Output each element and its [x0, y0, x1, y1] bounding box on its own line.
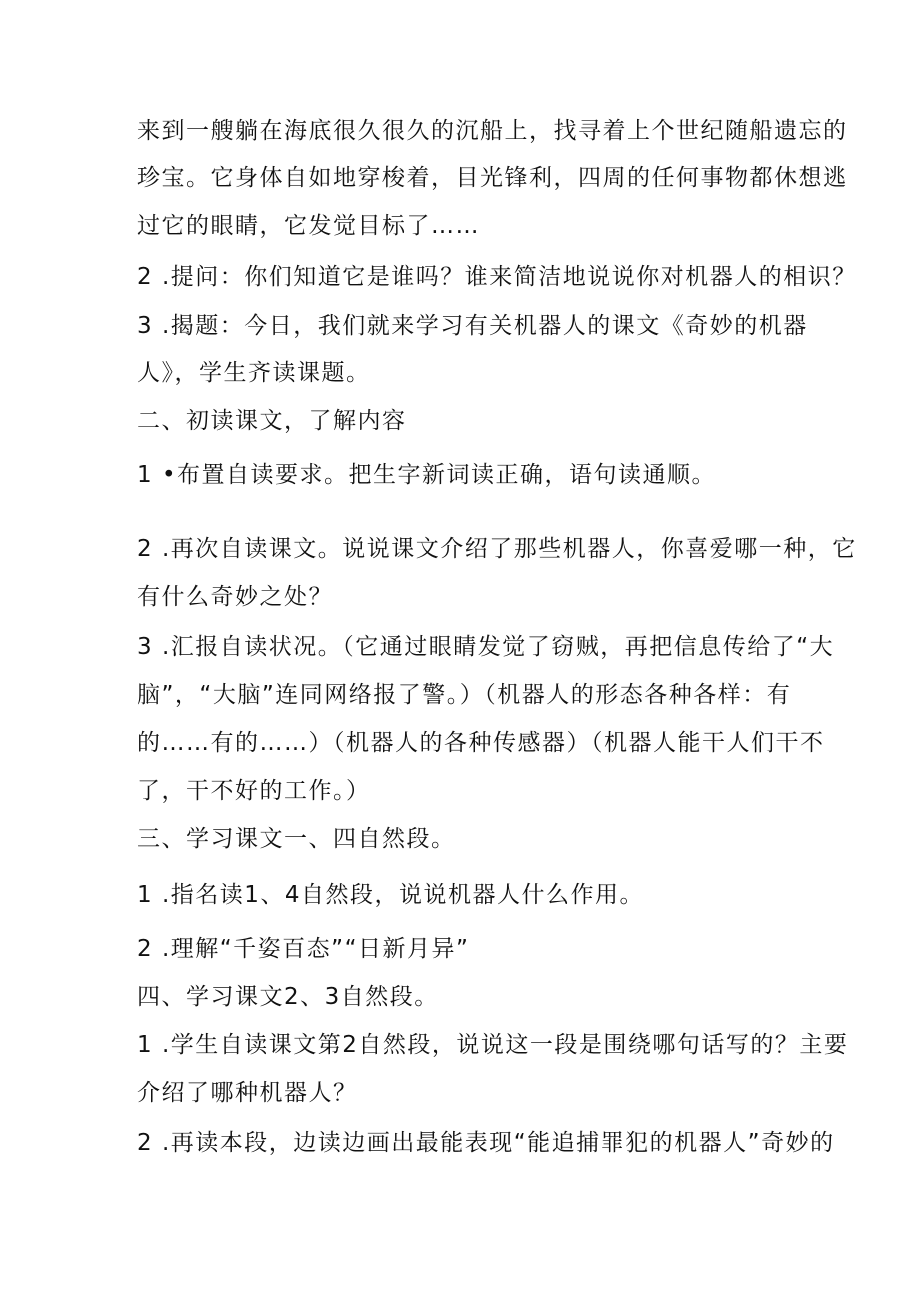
list-item: 2 .理解“千姿百态”“日新月异” — [137, 936, 470, 962]
text-line: 的……有的……）（机器人的各种传感器）（机器人能干人们干不 — [137, 730, 825, 756]
text-line: 过它的眼睛，它发觉目标了…… — [137, 213, 480, 239]
text-line: 人》，学生齐读课题。 — [137, 360, 371, 386]
section-heading: 二、初读课文，了解内容 — [137, 408, 407, 434]
list-item: 2 .再次自读课文。说说课文介绍了那些机器人，你喜爱哪一种，它 — [137, 536, 857, 562]
text-line: 有什么奇妙之处？ — [137, 584, 333, 610]
text-line: 了，干不好的工作。） — [137, 778, 371, 804]
list-item: 1 •布置自读要求。把生字新词读正确，语句读通顺。 — [137, 462, 717, 488]
text-line: 脑”，“大脑”连同网络报了警。）（机器人的形态各种各样：有 — [137, 682, 792, 708]
text-line: 介绍了哪种机器人？ — [137, 1080, 358, 1106]
list-item: 3 .揭题：今日，我们就来学习有关机器人的课文《奇妙的机器 — [137, 313, 808, 339]
section-heading: 四、学习课文2、3自然段。 — [137, 984, 439, 1010]
list-item: 3 .汇报自读状况。（它通过眼睛发觉了窃贼，再把信息传给了“大 — [137, 634, 835, 660]
text-line: 来到一艘躺在海底很久很久的沉船上，找寻着上个世纪随船遗忘的 — [137, 118, 848, 144]
list-item: 2 .提问：你们知道它是谁吗？谁来简洁地说说你对机器人的相识？ — [137, 264, 857, 290]
list-item: 1 .指名读1、4自然段，说说机器人什么作用。 — [137, 882, 645, 908]
section-heading: 三、学习课文一、四自然段。 — [137, 826, 456, 852]
list-item: 2 .再读本段，边读边画出最能表现“能追捕罪犯的机器人”奇妙的 — [137, 1130, 835, 1156]
list-item: 1 .学生自读课文第2自然段，说说这一段是围绕哪句话写的？主要 — [137, 1032, 849, 1058]
text-line: 珍宝。它身体自如地穿梭着，目光锋利，四周的任何事物都休想逃 — [137, 165, 848, 191]
